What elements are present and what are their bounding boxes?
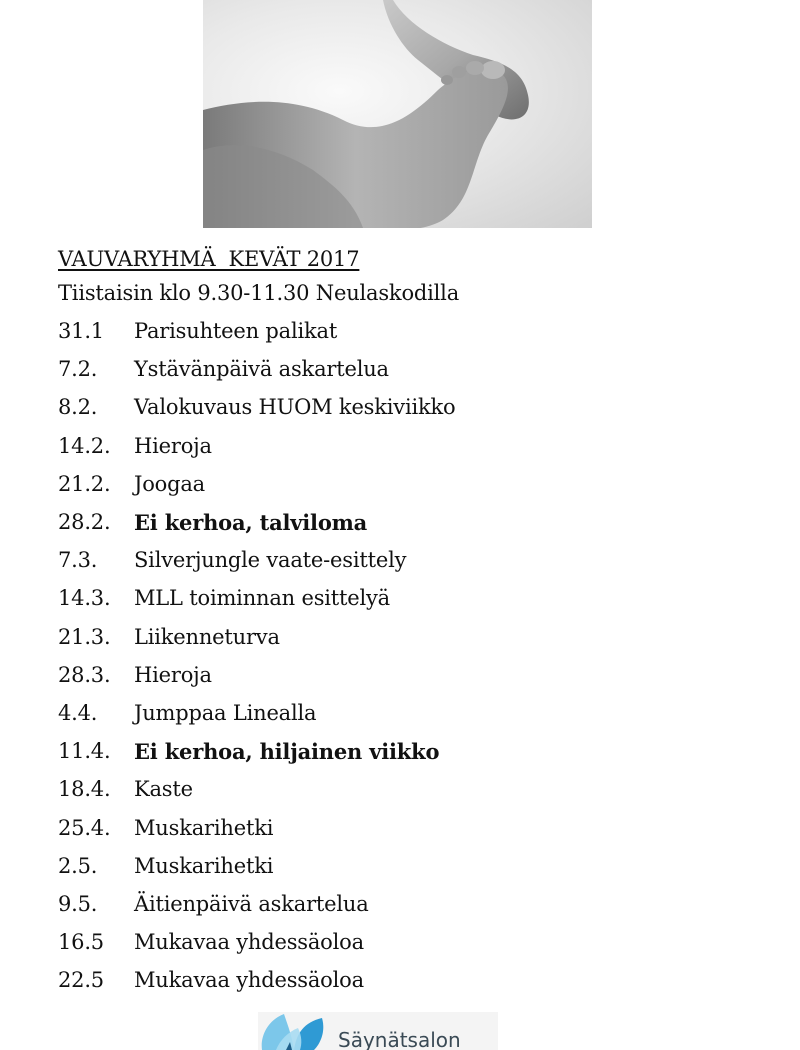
- schedule-row: [58, 885, 456, 923]
- schedule-date: 21.2.: [58, 471, 111, 496]
- schedule-activity: Ei kerhoa, talviloma: [134, 509, 368, 535]
- schedule-row: [58, 694, 456, 732]
- schedule-activity: Hieroja: [134, 433, 212, 458]
- schedule-date: 14.2.: [58, 433, 111, 458]
- page-title: VAUVARYHMÄ KEVÄT 2017: [58, 247, 360, 271]
- schedule-activity: Muskarihetki: [134, 853, 274, 878]
- schedule-date: 31.1: [58, 319, 104, 344]
- baby-feet-photo: [203, 0, 592, 228]
- schedule-row: [58, 350, 456, 388]
- schedule-date: 18.4.: [58, 777, 111, 802]
- schedule-date: 8.2.: [58, 395, 98, 420]
- schedule-activity: Kaste: [134, 777, 193, 802]
- schedule-activity: Ei kerhoa, hiljainen viikko: [134, 738, 440, 764]
- schedule-activity: Ystävänpäivä askartelua: [134, 357, 389, 382]
- schedule-row: [58, 312, 456, 350]
- schedule-row: [58, 541, 456, 579]
- schedule-row: [58, 770, 456, 808]
- schedule-row: [58, 579, 456, 617]
- schedule-date: 4.4.: [58, 700, 98, 725]
- schedule-row: [58, 503, 456, 541]
- schedule-date: 22.5: [58, 968, 104, 993]
- schedule-activity: Mukavaa yhdessäoloa: [134, 930, 364, 955]
- schedule-activity: Joogaa: [134, 471, 205, 496]
- schedule-date: 2.5.: [58, 853, 98, 878]
- parish-logo: [258, 1012, 498, 1050]
- schedule-activity: Muskarihetki: [134, 815, 274, 840]
- schedule-subtitle: Tiistaisin klo 9.30-11.30 Neulaskodilla: [58, 281, 460, 305]
- schedule-date: 11.4.: [58, 739, 111, 764]
- parish-logo-icon: [258, 1012, 330, 1050]
- schedule-activity: Mukavaa yhdessäoloa: [134, 968, 364, 993]
- schedule-row: [58, 923, 456, 961]
- schedule-activity: Parisuhteen palikat: [134, 319, 338, 344]
- schedule-date: 7.2.: [58, 357, 98, 382]
- schedule-date: 16.5: [58, 930, 104, 955]
- schedule-row: [58, 465, 456, 503]
- schedule-activity: Liikenneturva: [134, 624, 280, 649]
- schedule-activity: Silverjungle vaate-esittely: [134, 548, 407, 573]
- schedule-row: [58, 732, 456, 770]
- schedule-row: [58, 656, 456, 694]
- schedule-date: 21.3.: [58, 624, 111, 649]
- schedule-row: [58, 847, 456, 885]
- schedule-activity: MLL toiminnan esittelyä: [134, 586, 390, 611]
- schedule-activity: Valokuvaus HUOM keskiviikko: [134, 395, 456, 420]
- schedule-activity: Hieroja: [134, 662, 212, 687]
- schedule-row: [58, 618, 456, 656]
- schedule-row: [58, 427, 456, 465]
- schedule-list: [58, 312, 456, 999]
- schedule-date: 9.5.: [58, 891, 98, 916]
- schedule-date: 28.2.: [58, 510, 111, 535]
- schedule-row: [58, 388, 456, 426]
- schedule-row: [58, 961, 456, 999]
- schedule-activity: Äitienpäivä askartelua: [134, 891, 369, 916]
- logo-text: Säynätsalon: [338, 1028, 461, 1050]
- schedule-date: 14.3.: [58, 586, 111, 611]
- schedule-date: 28.3.: [58, 662, 111, 687]
- schedule-date: 7.3.: [58, 548, 98, 573]
- schedule-row: [58, 808, 456, 846]
- schedule-activity: Jumppaa Linealla: [134, 700, 317, 725]
- schedule-date: 25.4.: [58, 815, 111, 840]
